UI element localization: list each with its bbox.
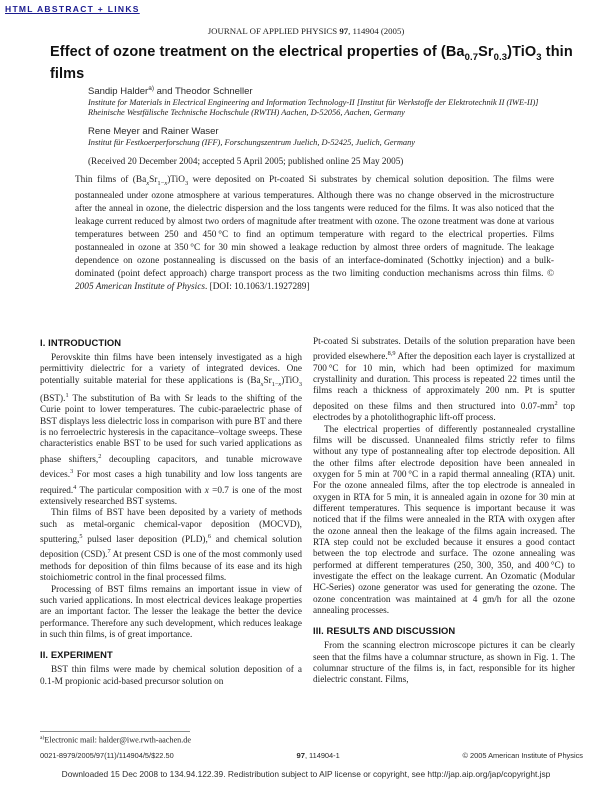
footer-page-number: 97, 114904-1 <box>296 751 340 760</box>
intro-paragraph-1: Perovskite thin films have been intensely investigated as a high permittivity dielectric for a variety of integrated devices. One potentially suitable material for these applications is $(Ba_xSr_{1-x})TiO_3$ (BST).$^1$ The substitution of Ba with Sr leads to the shifting of the Curie point to lower temperatures. The cubic-paraelectric phase of BST displays less dielectric loss in comparison with pure BT and there is no ferroelectric hysteresis in the capacitance–voltage sweeps. These characteristics enable BST to be used for such varied applications as phase shifters,$^2$ decoupling capacitors, and tunable microwave devices.$^3$ For most cases a high tunability and low loss tangents are required.$^4$ The particular composition with x =0.7 is one of the most extensively researched BST systems. <box>40 353 302 507</box>
footer-issn: 0021-8979/2005/97(11)/114904/5/$22.50 <box>40 751 174 760</box>
left-column <box>40 337 302 745</box>
received-line: (Received 20 December 2004; accepted 5 April 2005; published online 25 May 2005) <box>88 156 404 167</box>
experiment-paragraph: BST thin films were made by chemical solution deposition of a 0.1-M propionic acid-based precursor solution on <box>40 665 302 687</box>
section-heading-results: III. RESULTS AND DISCUSSION <box>313 625 456 637</box>
intro-paragraph-3: Processing of BST films remains an important issue in view of such varied applications. In most electrical devices leakage properties are an important factor. The lesser the leakage the better the device performance. Therefore any such development, which reduces leakage in such thin films, is of great importance. <box>40 584 302 640</box>
section-heading-experiment: II. EXPERIMENT <box>40 649 113 661</box>
author-affiliation-2: Institut für Festkoerperforschung (IFF), Forschungszentrum Juelich, D-52425, Juelich, Germany <box>88 137 416 147</box>
experiment-paragraph-continued: Pt-coated Si substrates. Details of the solution preparation have been provided elsewhere.$^{8,9}$ After the deposition each layer is crystallized at 700 °C for 10 min, which had been optimized for maximum crystallinity and duration. This process is repeated 22 times until the films reach a thickness of approximately 200 nm. Pt is sputter deposited on these films and then structured into $0.07-mm^2$ top electrodes by a photolithographic lift-off process. <box>313 337 575 424</box>
author-names-1: Sandip Halder$^{a)}$ and Theodor Schneller <box>88 85 253 98</box>
experiment-paragraph-2: The electrical properties of differently postannealed crystalline films will be discussed. Unannealed films strictly refer to films without any type of postannealing after top electrode deposition. All the other films after electrode deposition have been annealed in oxygen for 5 min at 700 °C in a rapid thermal annealing (RTA) unit. For the ozone annealed films, after the top electrode is annealed in oxygen in RTA for 5 min, it is annealed again in ozone for 30 min at different temperatures. This sequence is important because it was noticed that if the films were annealed in the RTA with oxygen after the ozone anneal then the leakage of the films again increased. The RTA step could not be excluded because it ensures a good contact between the top electrode and surface. The ozone annealing was performed at different temperatures (250, 300, 350, and 400 °C) to investigate the effect on the leakage current. An Ozomatic (Modular HC-Series) ozone generator was used for generating the ozone. The ozone concentration was maintained at 4 gm/h for all the ozone annealing processes. <box>313 424 575 617</box>
intro-paragraph-2: Thin films of BST have been deposited by a variety of methods such as metal-organic chemical-vapor deposition (MOCVD), sputtering,$^5$ pulsed laser deposition (PLD),$^6$ and chemical solution deposition (CSD).$^7$ At present CSD is one of the most commonly used methods for deposition of thin films because of its ease and its high stoichiometric control in the final processed films. <box>40 508 302 584</box>
footnote <box>40 727 302 745</box>
abstract: Thin films of $(Ba_xSr_{1-x})TiO_3$ were deposited on Pt-coated Si substrates by chemical solution deposition. The films were postannealed under ozone atmosphere at various temperatures. Although there was no change observed in the microstructure after the anneal in ozone, the dielectric dispersion and the loss tangents were reduced for the films. It was also noticed that the leakage current reduced by almost two orders of magnitude after treatment with ozone. The ozone treatment was done at various temperatures between 250 and 450 °C to find an optimum temperature with regard to the electrical properties. Films postannealed in ozone at 350 °C for 30 min showed a leakage reduction by almost three orders of magnitude. The leakage dependence on ozone postannealing is discussed on the basis of an interface-dominated (Schottky injection) and a bulk-dominated (point defect approach) charge transport process as the two limiting conduction mechanisms across thin films. © 2005 American Institute of Physics. [DOI: 10.1063/1.1927289] <box>75 175 555 293</box>
section-heading-introduction: I. INTRODUCTION <box>40 337 122 348</box>
page-footer <box>40 751 583 760</box>
author-affiliation-1: Institute for Materials in Electrical Engineering and Information Technology-II [Institut für Werkstoffe der Elektrotechnik II (IWE-II)] Rheinische Westfälische Technische Hochschule (RWTH) Aachen, D-52056, Aachen, Germany <box>88 98 539 118</box>
footer-copyright: © 2005 American Institute of Physics <box>462 751 583 760</box>
results-paragraph: From the scanning electron microscope pictures it can be clearly seen that the films have a columnar structure, as shown in Fig. 1. The columnar structure of the films is, in fact, responsible for its higher dielectric constant. Films, <box>313 641 575 686</box>
article-title: Effect of ozone treatment on the electrical properties of $(Ba_{0.7}Sr_{0.3})TiO_3$ thin films <box>50 44 573 83</box>
right-column <box>313 337 575 745</box>
body-columns <box>40 337 575 745</box>
author-block <box>88 85 540 166</box>
html-abstract-links-link[interactable]: HTML ABSTRACT + LINKS <box>5 4 140 14</box>
download-notice: Downloaded 15 Dec 2008 to 134.94.122.39. Redistribution subject to AIP license or copyright, see http://jap.aip.org/jap/copyright.jsp <box>61 769 551 779</box>
footnote-rule <box>40 731 190 732</box>
journal-header: JOURNAL OF APPLIED PHYSICS 97, 114904 (2005) <box>207 26 405 36</box>
footnote-email: $^{a)}$Electronic mail: halder@iwe.rwth-aachen.de <box>40 735 192 745</box>
author-names-2: Rene Meyer and Rainer Waser <box>88 125 219 137</box>
